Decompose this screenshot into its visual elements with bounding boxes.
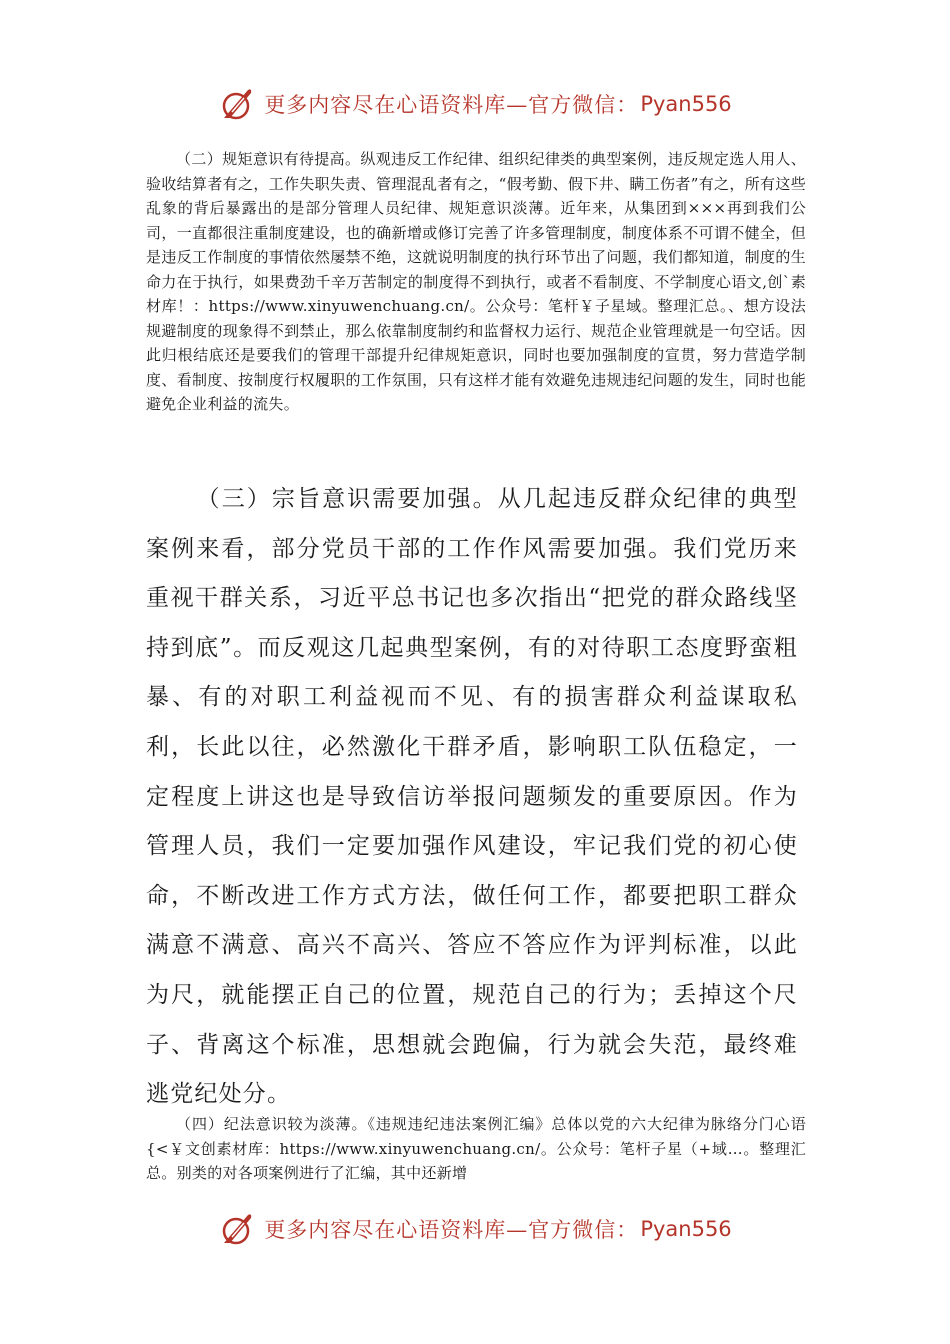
banner-wechat-id: Pyan556: [640, 1217, 732, 1241]
paragraph-rules-awareness: （二）规矩意识有待提高。纵观违反工作纪律、组织纪律类的典型案例，违反规定选人用人、验收结算者有之，工作失职失责、管理混乱者有之，“假考勤、假下井、瞒工伤者”有之，所有这些乱象的背后暴露出的是部分管理人员纪律、规矩意识淡薄。近年来，从集团到×××再到我们公司，一直都很注重制度建设，也的确新增或修订完善了许多管理制度，制度体系不可谓不健全，但是违反工作制度的事情依然屡禁不绝，这就说明制度的执行环节出了问题，我们都知道，制度的生命力在于执行，如果费劲千辛万苦制定的制度得不到执行，或者不看制度、不学制度心语文,创`素材库！：https://www.xinyuwenchuang.cn/。公众号：笔杆￥子星域。整理汇总。、想方设法规避制度的现象得不到禁止，那么依靠制度制约和监督权力运行、规范企业管理就是一句空话。因此归根结底还是要我们的管理干部提升纪律规矩意识，同时也要加强制度的宣贯，努力营造学制度、看制度、按制度行权履职的工作氛围，只有这样才能有效避免违规违纪问题的发生，同时也能避免企业利益的流失。: [146, 150, 806, 413]
header-watermark-banner: [0, 82, 950, 126]
paragraph-law-awareness: （四）纪法意识较为淡薄。《违规违纪违法案例汇编》总体以党的六大纪律为脉络分门心语{<￥文创素材库：https://www.xinyuwenchuang.cn/。公众号：笔杆子星（+域…。整理汇总。别类的对各项案例进行了汇编，其中还新增: [146, 1115, 806, 1182]
quill-seal-icon: [218, 84, 258, 124]
paragraph-purpose-awareness: （三）宗旨意识需要加强。从几起违反群众纪律的典型案例来看，部分党员干部的工作作风需要加强。我们党历来重视干群关系，习近平总书记也多次指出“把党的群众路线坚持到底”。而反观这几起典型案例，有的对待职工态度野蛮粗暴、有的对职工利益视而不见、有的损害群众利益谋取私利，长此以往，必然激化干群矛盾，影响职工队伍稳定，一定程度上讲这也是导致信访举报问题频发的重要原因。作为管理人员，我们一定要加强作风建设，牢记我们党的初心使命，不断改进工作方式方法，做任何工作，都要把职工群众满意不满意、高兴不高兴、答应不答应作为评判标准，以此为尺，就能摆正自己的位置，规范自己的行为；丢掉这个尺子、背离这个标准，思想就会跑偏，行为就会失范，最终难逃党纪处分。: [146, 486, 798, 1108]
banner-wechat-id: Pyan556: [640, 92, 732, 116]
banner-text: 更多内容尽在心语资料库—官方微信：: [264, 1218, 639, 1242]
banner-text: 更多内容尽在心语资料库—官方微信：: [264, 93, 639, 117]
quill-seal-icon: [218, 1209, 258, 1249]
footer-watermark-banner: [0, 1207, 950, 1251]
